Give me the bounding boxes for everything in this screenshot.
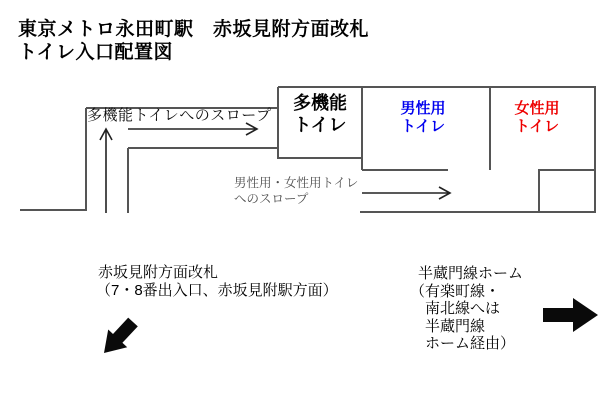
- multi-function-toilet-label: 多機能 トイレ: [293, 93, 347, 135]
- womens-toilet-label: 女性用 トイレ: [514, 100, 560, 135]
- multi-slope-arrow-icon: [128, 123, 257, 135]
- title-line-2: トイレ入口配置図: [18, 42, 174, 63]
- mens-womens-slope-label: 男性用・女性用トイレ へのスロープ: [234, 176, 359, 206]
- mens-toilet-label: 男性用 トイレ: [400, 100, 446, 135]
- hanzomon-platform-label: 半蔵門線ホーム （有楽町線・ 南北線へは 半蔵門線 ホーム経由）: [410, 265, 524, 352]
- hanzomon-direction-arrow-icon: [543, 298, 598, 332]
- title-line-1: 東京メトロ永田町駅 赤坂見附方面改札: [18, 19, 370, 40]
- page-title: [18, 18, 369, 64]
- gate-direction-arrow-icon: [104, 318, 138, 353]
- mw-slope-arrow-icon: [362, 187, 450, 199]
- up-arrow-icon: [100, 129, 112, 213]
- womens-room-walls: [539, 170, 595, 212]
- multi-slope-label: 多機能トイレへのスロープ: [87, 107, 272, 124]
- akasaka-mitsuke-gate-label: 赤坂見附方面改札 （7・8番出入口、赤坂見附駅方面）: [96, 264, 338, 299]
